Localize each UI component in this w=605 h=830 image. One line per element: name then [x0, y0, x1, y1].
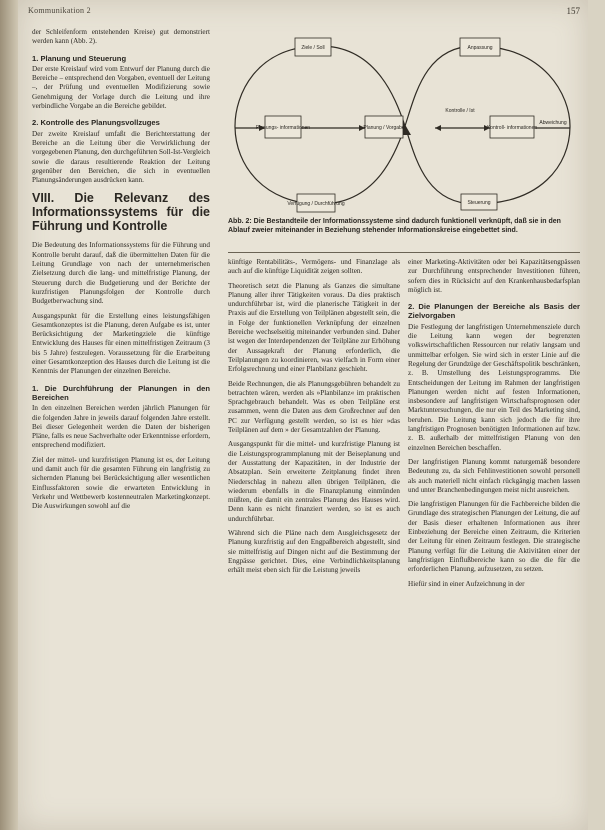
paragraph: Der langfristigen Planung kommt naturgemäß besondere Bedeutung zu, da sich Fehlinvestitionen sowohl personell als auch materiell nicht einfach rückgängig machen lassen und unter Branchenbedingungen meist nicht ausreichen. — [408, 457, 580, 494]
caption-rule — [228, 252, 580, 253]
section-heading: 2. Kontrolle des Planungsvollzuges — [32, 118, 160, 128]
paragraph: Ziel der mittel- und kurzfristigen Planung ist es, der Leitung und damit auch für die gesamten Führung ein langfristig zu sichernden Planung bei Berücksichtigung aller wesentlichen Einflussfaktoren sowie die erwarteten Entwicklung in Verkehr und Wettbewerb kostenneutralen Marketingkonzept. Die Auswirkungen sowohl auf die — [32, 455, 210, 511]
paragraph: Ausgangspunkt für die Erstellung eines leistungsfähigen Gesamtkonzeptes ist die Planung, deren Aufgabe es ist, unter Berücksichtigung der Marketingziele die künftige Entwicklung des Hauses für einen mittelfristigen Zeitraum (3 bis 5 Jahre) festzulegen. Voraussetzung für die Erarbeitung einer Gesamtkonzeption des Hauses durch die Leitung ist die Kenntnis der Planungen der einzelnen Bereiche. — [32, 311, 210, 376]
paragraph: Der erste Kreislauf wird vom Entwurf der Planung durch die Bereiche – entsprechend den Vorgaben, eventuell der Leitung –, der Prüfung und eventuellen Modifizierung sowie Genehmigung der Vorlage durch die Leitung und ihre verbindliche Vorgabe an die Bereiche gebildet. — [32, 64, 210, 111]
paragraph: Die langfristigen Planungen für die Fachbereiche bilden die Grundlage des strategischen Planungen der Leitung, die auf der Basis dieser erhaltenen Informationen aus ihrer Einbeziehung der Bereiche einen Zeitraum, die Kriterien der Leitung für einen Zeitraum festlegen. Die strategische Planung verfügt für die Leitung die Aktivitäten einer der langfristigen Einflußbereiche kann so die die für die erforderlichen Planung, aufzusetzen, zu setzen. — [408, 500, 580, 574]
label-bottom-right: Steuerung — [467, 200, 491, 206]
paragraph: Die Bedeutung des Informationssystems für die Führung und Kontrolle beruht darauf, daß die übermittelten Daten für die Leitung Grundlage von nach der unternehmerischen Zielsetzung durch die lang- und mittelfristige Planung, der Steuerung durch die Budgetierung und der Berichte der kurzfristigen Planungsfolgen der Kontrolle durch Budgetberwachung sind. — [32, 241, 210, 306]
paragraph: künftige Rentabilitäts-, Vermögens- und Finanzlage als auch auf die künftige Liquidität zeigen sollten. — [228, 258, 400, 276]
label-center-right: Kontrolle / Ist — [445, 108, 475, 114]
arrowhead — [435, 125, 441, 131]
label-center-left: Planung / Vorgabe — [363, 125, 405, 131]
label-top-left: Ziele / Soll — [301, 45, 325, 51]
paragraph: Beide Rechnungen, die als Planungsgebühren behandelt zu betrachten wären, werden als »Planbilanz« im praktischen Sprachgebrauch behandelt. Was es oben Teilpläne erst zusammen, wenn die Daten aus dem Großrechner auf den PC zur Verfügung gestellt werden, so ist es hier »das Teilplänen auf dem » der Gesamtzahlen der Planung. — [228, 379, 400, 435]
paragraph: In den einzelnen Bereichen werden jährlich Planungen für die folgenden Jahre in jeweils darauf folgenden Jahre erstellt. Bei dieser Gelegenheit werden die Daten der bisherigen Pläne, falls es neue Sachverhalte oder Erkenntnisse erfordern, entsprechend modifiziert. — [32, 404, 210, 450]
running-head: Kommunikation 2 — [28, 6, 91, 15]
column-1 — [32, 28, 210, 516]
label-left: Planungs- informationen — [255, 125, 311, 131]
page-number: 157 — [566, 6, 580, 16]
paragraph: Hiefür sind in einer Aufzeichnung in der — [408, 579, 525, 588]
label-right-end: Abweichung — [539, 120, 567, 126]
information-cycle-diagram — [225, 36, 580, 214]
paragraph: einer Marketing-Aktivitäten oder bei Kapazitätsengpässen zur Durchführung entsprechender Investitionen führen, sofern dies in Rücksicht auf den Krankenhausbedarfsplan möglich ist. — [408, 258, 580, 294]
figure-caption: Abb. 2: Die Bestandteile der Informationssysteme sind dadurch funktionell verknüpft, daß sie in den Ablauf zweier miteinander in Beziehung stehender Informationskreise eingebettet sind. — [228, 218, 561, 234]
document-page — [18, 0, 588, 830]
section-heading: 2. Die Planungen der Bereiche als Basis der Zielvorgaben — [408, 302, 580, 321]
figure-diagram — [225, 36, 580, 214]
paragraph: Theoretisch setzt die Planung als Ganzes die simultane Planung aller ihrer Tätigkeiten voraus. Da dies praktisch undurchführbar ist, wird die planerische Tätigkeit in der Praxis auf die Erstellung von Teilplänen abgestellt sein, die in Folge der funktionellen Verknüpfung der einzelnen Bereiche wechselseitig miteinander verbunden sind. Daher ist wegen der Interdependenzen der Teilpläne zur Erhöhung der Aussagekraft der Planung erforderlich, die Teilplanungen zu koordinieren, was vielfach in Form einer Erfolgsrechnung und einer Planbilanz geschieht. — [228, 281, 400, 374]
paragraph: der Schleifenform entstehenden Kreise) gut demonstriert werden kann (Abb. 2). — [32, 28, 210, 46]
section-heading: 1. Planung und Steuerung — [32, 53, 127, 63]
section-heading: 1. Die Durchführung der Planungen in den Bereichen — [32, 383, 210, 402]
paragraph: Während sich die Pläne nach dem Ausgleichsgesetz der Planung kurzfristig auf den Engpaßbereich abgestellt, sind sie mittelfristig auf Dingen nicht auf die Bestimmung der Engpässe gerichtet. Dies, eine Verbindlichkeitsplanung erhält meist eben sich für die Leistung jeweils — [228, 529, 400, 575]
paragraph: Die Festlegung der langfristigen Unternehmensziele durch die Leitung kann wegen der begrenzten volkswirtschaftlichen Ressourcen nur relativ langsam und unmittelbar erfolgen. Sie wird sich in erster Linie auf die Regelung der Grundzüge der Geschäftspolitik beschränken, z. B. Umstellung des Leistungsprogramms. Die Entscheidungen der Leitung im Rahmen der langfristigen Planungen werden nicht auf festen Informationen, insbesondere auf langfristigen Wirtschaftsprognosen oder Marktuntersuchungen, die nur ein Teil des Marketing sind, beruhen. Die Leitung kann sich jedoch die für ihre langfristigen Prognosen benötigten Informationen auf bzw. z. B. außerhalb der mittelfristigen Planung von den einzelnen Bereichen beschaffen. — [408, 322, 580, 452]
paragraph: Der zweite Kreislauf umfaßt die Berichterstattung der Bereiche an die Leitung über die Verwirklichung der vorgegebenen Planung, den durchgeführten Soll-Ist-Vergleich sowie die daraus resultierende Reaktion der Leitung gegenüber den Bereichen, die sich in eventuellen Planungsänderungen ausdrücken kann. — [32, 129, 210, 185]
column-2 — [228, 258, 400, 581]
label-right: Kontroll- informationen — [486, 125, 538, 131]
paragraph: Ausgangspunkt für die mittel- und kurzfristige Planung ist die Leistungsprogrammplanung mit der Beiseplanung und der Ausstattung der Kapazitäten, in der Industrie der Absatzplan. Sein erweiterte Zeitplanung findet ihren Niederschlag in nahezu allen übrigen Teilplänen, die wiederum ebenfalls in die Finanzplanung einmünden müßten, die damit ein zentrales Planung des Hauses wird. Denn kann es nicht finanziert werden, so ist es auch undurchführbar. — [228, 440, 400, 523]
chapter-heading: VIII. Die Relevanz des Informationssystems für die Führung und Kontrolle — [32, 191, 210, 234]
label-top-right: Anpassung — [467, 45, 493, 51]
label-bottom-left: Verfügung / Durchführung — [287, 201, 345, 207]
binding-shadow — [0, 0, 18, 830]
column-3 — [408, 258, 580, 594]
